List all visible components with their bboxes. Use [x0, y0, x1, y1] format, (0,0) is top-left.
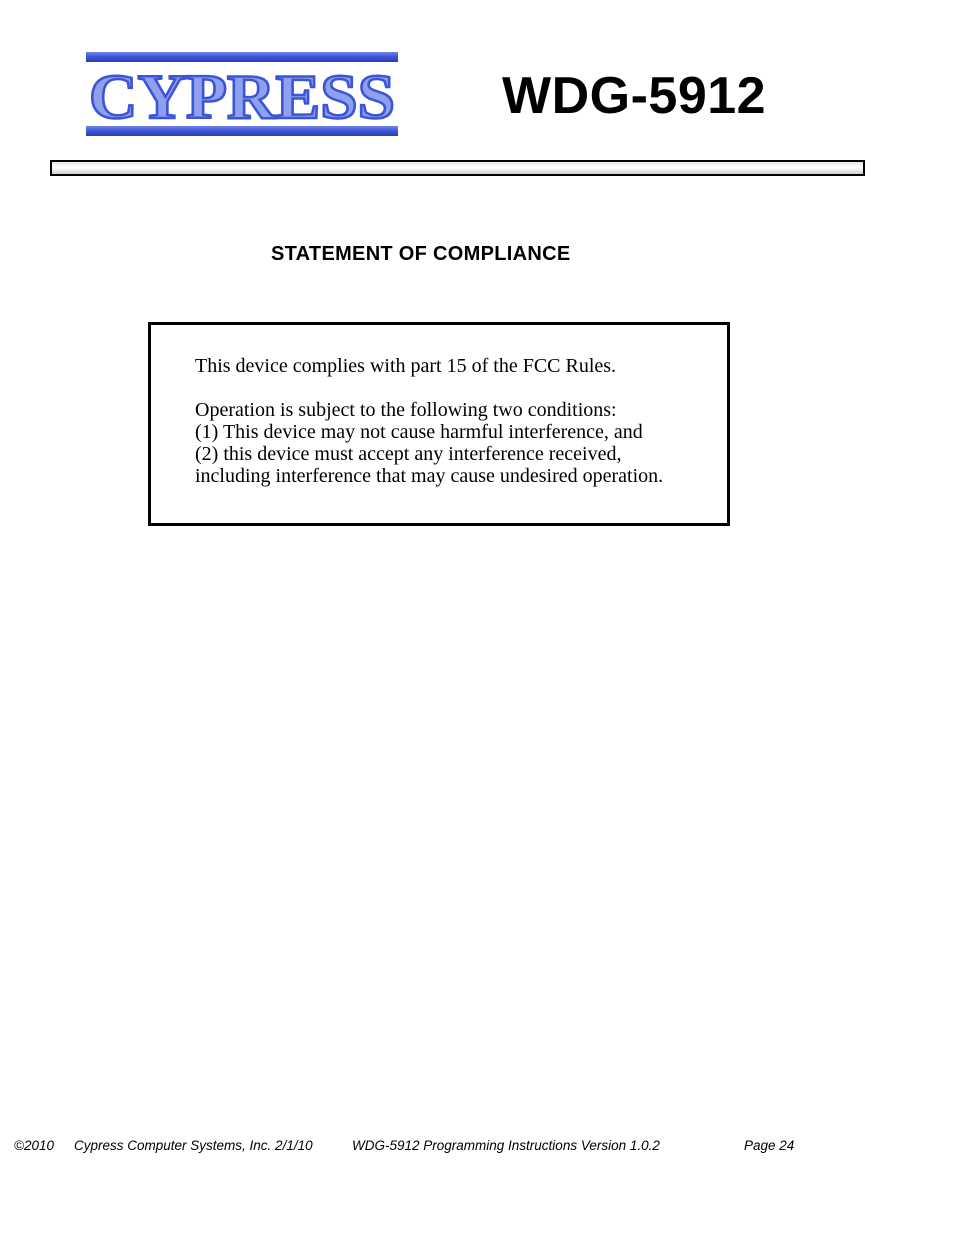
- paragraph-gap: [195, 377, 663, 399]
- compliance-notice-box: [148, 322, 730, 526]
- page-footer: [14, 1137, 795, 1155]
- footer-page-number: Page 24: [744, 1138, 795, 1153]
- notice-line: (2) this device must accept any interference received,: [195, 443, 622, 465]
- notice-line: including interference that may cause undesired operation.: [195, 465, 664, 487]
- footer-company-date: Cypress Computer Systems, Inc. 2/1/10: [74, 1138, 313, 1153]
- cypress-logo: [84, 50, 400, 138]
- logo-wordmark: CYPRESS: [89, 61, 395, 132]
- notice-line: (1) This device may not cause harmful interference, and: [195, 421, 643, 443]
- footer-copyright: ©2010: [14, 1138, 54, 1153]
- notice-line: This device complies with part 15 of the FCC Rules.: [195, 355, 617, 377]
- footer-document-name: WDG-5912 Programming Instructions Version 1.0.2: [352, 1138, 660, 1153]
- document-title: WDG-5912: [502, 67, 767, 125]
- notice-line: Operation is subject to the following two conditions:: [195, 399, 617, 421]
- header-divider: [50, 160, 865, 176]
- compliance-notice-text: [195, 355, 663, 487]
- section-heading: STATEMENT OF COMPLIANCE: [271, 243, 571, 265]
- cypress-logo-graphic: [84, 50, 400, 138]
